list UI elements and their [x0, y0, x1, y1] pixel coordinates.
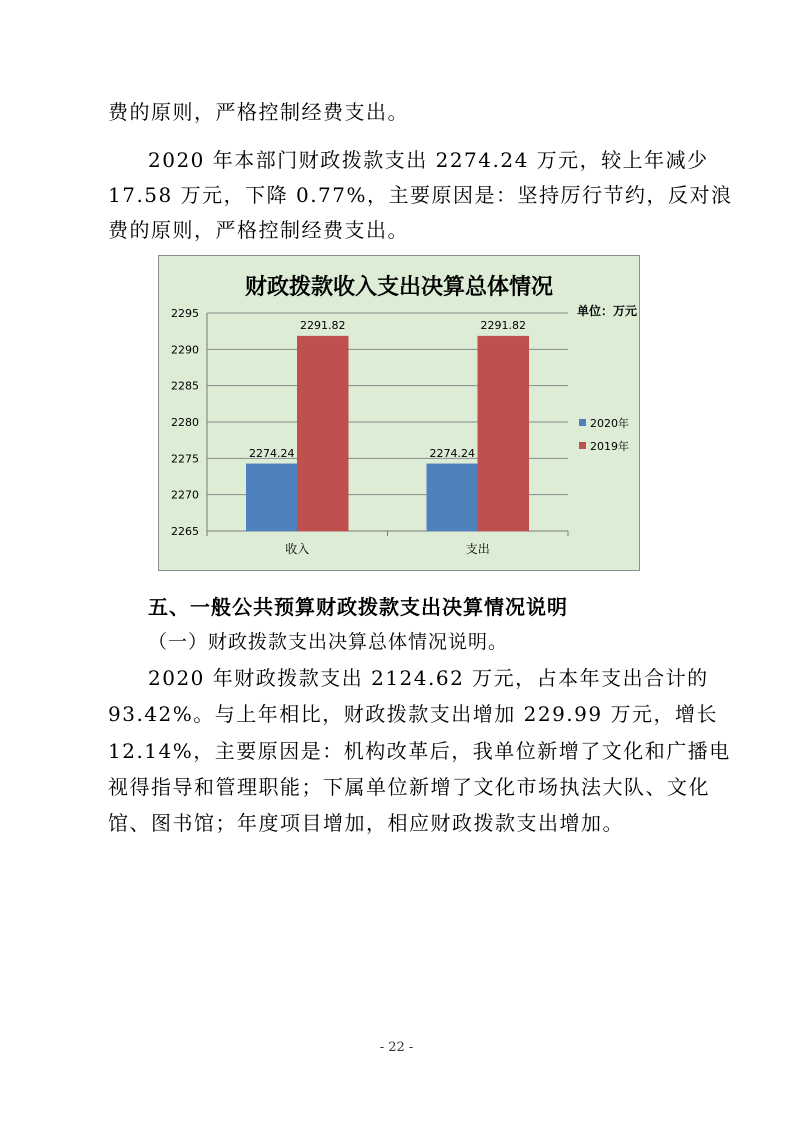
chart-title: 财政拨款收入支出决算总体情况	[244, 275, 554, 300]
y-tick-label: 2265	[171, 525, 199, 538]
paragraph-line: 费的原则，严格控制经费支出。	[108, 100, 409, 124]
x-category-label: 收入	[285, 542, 310, 556]
paragraph-line: 馆、图书馆；年度项目增加，相应财政拨款支出增加。	[108, 811, 624, 835]
paragraph-line: 费的原则，严格控制经费支出。	[108, 218, 409, 242]
bar-2020年	[246, 464, 297, 531]
paragraph-line: 93.42%。与上年相比，财政拨款支出增加 229.99 万元，增长	[108, 702, 718, 726]
paragraph-line: 2020 年本部门财政拨款支出 2274.24 万元，较上年减少	[148, 148, 709, 172]
chart-unit-label: 单位：万元	[576, 304, 637, 318]
bar-2019年	[297, 336, 348, 531]
y-tick-label: 2280	[171, 416, 199, 429]
paragraph-line: 12.14%，主要原因是：机构改革后，我单位新增了文化和广播电	[108, 739, 731, 763]
page-number: - 22 -	[379, 1040, 414, 1055]
chart-canvas	[159, 256, 639, 570]
x-category-label: 支出	[465, 542, 490, 556]
legend-label: 2020年	[590, 417, 629, 430]
data-label: 2291.82	[480, 319, 526, 333]
legend-label: 2019年	[590, 440, 629, 453]
legend-swatch	[579, 419, 586, 426]
y-tick-label: 2290	[171, 343, 199, 357]
subsection-heading: （一）财政拨款支出决算总体情况说明。	[148, 631, 509, 653]
legend-swatch	[579, 442, 586, 449]
y-tick-label: 2275	[171, 452, 199, 466]
data-label: 2291.82	[300, 319, 346, 333]
section-heading: 五、一般公共预算财政拨款支出决算情况说明	[148, 595, 568, 619]
data-label: 2274.24	[429, 446, 475, 460]
y-tick-label: 2295	[171, 307, 199, 320]
y-tick-label: 2285	[171, 379, 199, 393]
budget-chart	[158, 255, 640, 571]
paragraph-line: 视得指导和管理职能；下属单位新增了文化市场执法大队、文化	[108, 775, 710, 799]
bar-2020年	[427, 464, 478, 531]
paragraph-line: 2020 年财政拨款支出 2124.62 万元，占本年支出合计的	[148, 666, 709, 690]
paragraph-line: 17.58 万元，下降 0.77%，主要原因是：坚持厉行节约，反对浪	[108, 183, 733, 207]
data-label: 2274.24	[249, 446, 295, 460]
y-tick-label: 2270	[171, 488, 199, 502]
bar-2019年	[478, 336, 529, 531]
